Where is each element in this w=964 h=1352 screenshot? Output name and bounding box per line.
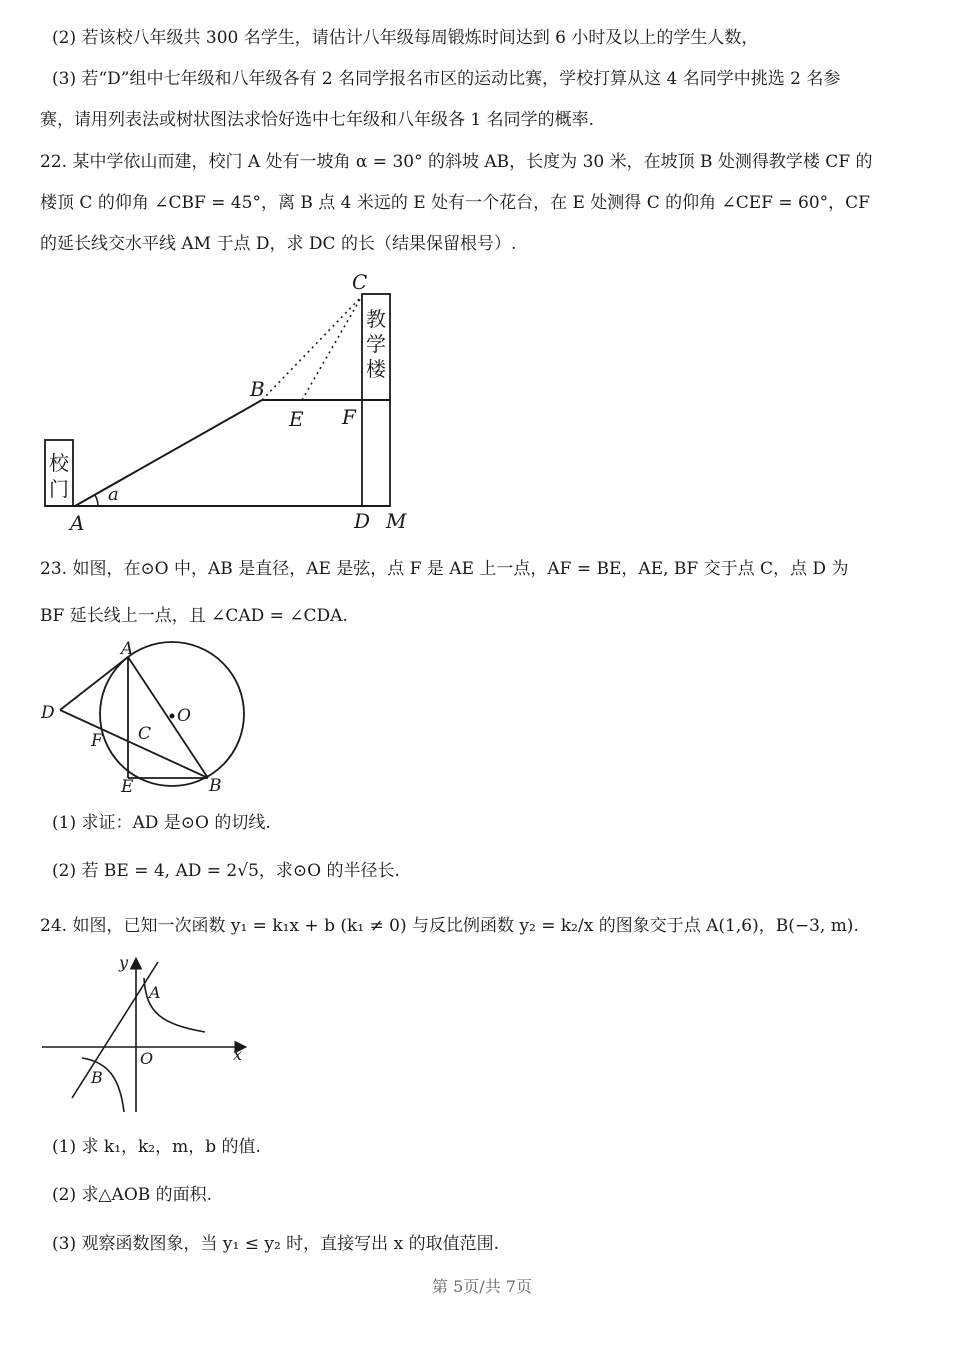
building-char-2: 学 xyxy=(366,332,386,356)
q23-part1: (1) 求证：AD 是⊙O 的切线. xyxy=(52,813,271,833)
label-a: A xyxy=(121,639,134,659)
label-b: B xyxy=(209,776,222,796)
gate-char-1: 校 xyxy=(49,451,69,475)
label-f: F xyxy=(91,731,103,751)
q21-part3-line1: (3) 若“D”组中七年级和八年级各有 2 名同学报名市区的运动比赛，学校打算从这 4 名同学中挑选 2 名参 xyxy=(52,69,841,89)
hyperbola-branch-q3 xyxy=(82,1058,124,1112)
label-o: O xyxy=(140,1049,154,1068)
label-e: E xyxy=(121,777,134,797)
label-m: M xyxy=(386,509,407,533)
label-alpha: a xyxy=(108,484,119,505)
label-c: C xyxy=(138,724,152,744)
q24-part2: (2) 求△AOB 的面积. xyxy=(52,1185,213,1205)
q23-text-line2: BF 延长线上一点，且 ∠CAD = ∠CDA. xyxy=(40,606,348,626)
q21-part2: (2) 若该校八年级共 300 名学生，请估计八年级每周锻炼时间达到 6 小时及以上的学生人数， xyxy=(52,28,759,48)
q22-text-line3: 的延长线交水平线 AM 于点 D，求 DC 的长（结果保留根号）. xyxy=(40,234,517,254)
label-c: C xyxy=(352,270,368,294)
q24-text-line1: 24. 如图，已知一次函数 y₁ = k₁x + b (k₁ ≠ 0) 与反比例函数 y₂ = k₂/x 的图象交于点 A(1,6)，B(−3, m). xyxy=(40,916,859,936)
page-footer: 第 5页/共 7页 xyxy=(432,1277,532,1296)
label-d: D xyxy=(354,509,371,533)
q21-part3-line2: 赛，请用列表法或树状图法求恰好选中七年级和八年级各 1 名同学的概率. xyxy=(40,110,595,130)
building-char-3: 楼 xyxy=(366,357,386,381)
gate-char-2: 门 xyxy=(49,477,69,501)
q23-text-line1: 23. 如图，在⊙O 中，AB 是直径，AE 是弦，点 F 是 AE 上一点，AF = BE，AE, BF 交于点 C，点 D 为 xyxy=(40,559,849,579)
label-y: y xyxy=(119,953,129,972)
q22-text-line2: 楼顶 C 的仰角 ∠CBF = 45°，离 B 点 4 米远的 E 处有一个花台，在 E 处测得 C 的仰角 ∠CEF = 60°，CF xyxy=(40,193,870,213)
label-f: F xyxy=(342,405,356,429)
q22-text-line1: 22. 某中学依山而建，校门 A 处有一坡角 α = 30° 的斜坡 AB，长度为 30 米，在坡顶 B 处测得教学楼 CF 的 xyxy=(40,152,873,172)
label-d: D xyxy=(41,703,55,723)
q24-part3: (3) 观察函数图象，当 y₁ ≤ y₂ 时，直接写出 x 的取值范围. xyxy=(52,1234,499,1254)
building-char-1: 教 xyxy=(366,307,386,331)
label-o: O xyxy=(177,706,191,726)
label-x: x xyxy=(233,1045,243,1064)
label-a: A xyxy=(149,983,161,1002)
q24-part1: (1) 求 k₁，k₂，m，b 的值. xyxy=(52,1137,261,1157)
q23-part2: (2) 若 BE = 4, AD = 2√5，求⊙O 的半径长. xyxy=(52,861,400,881)
label-b: B xyxy=(91,1068,103,1087)
label-b: B xyxy=(250,377,265,401)
label-e: E xyxy=(289,407,304,431)
label-a: A xyxy=(70,511,85,535)
